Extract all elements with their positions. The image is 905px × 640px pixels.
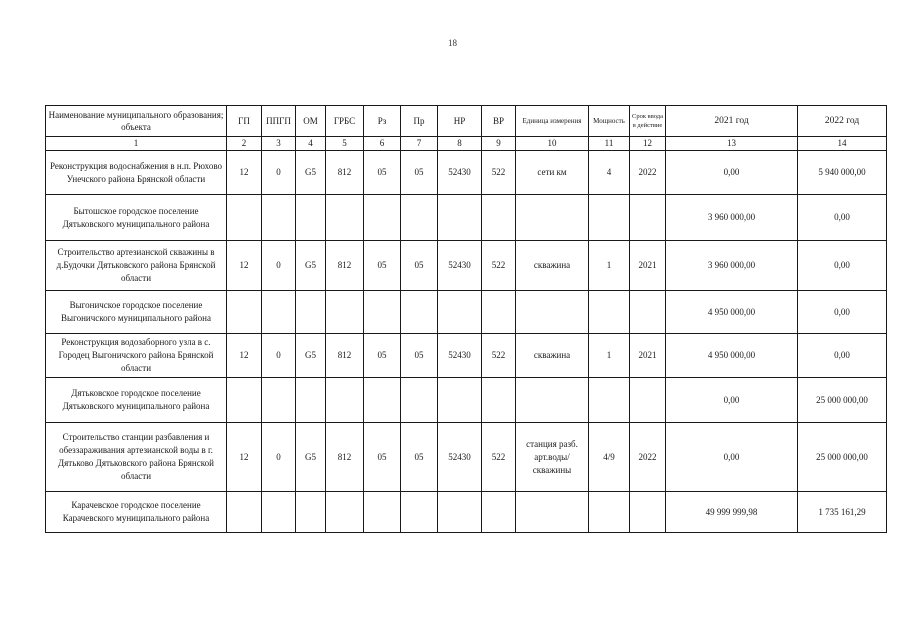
cell-grbs — [326, 492, 364, 533]
column-number-row — [46, 137, 887, 151]
cell-unit — [516, 378, 589, 423]
cell-om — [296, 492, 326, 533]
column-number: 10 — [516, 137, 589, 151]
cell-unit: станция разб. арт.воды/скважины — [516, 423, 589, 492]
cell-unit — [516, 492, 589, 533]
cell-grbs: 812 — [326, 151, 364, 195]
header-term: Срок ввода в действие — [630, 106, 666, 137]
cell-pr — [401, 291, 438, 334]
column-number: 9 — [482, 137, 516, 151]
object-name: Карачевское городское поселение Карачевского муниципального района — [46, 492, 227, 533]
cell-2022: 25 000 000,00 — [798, 378, 887, 423]
cell-vr — [482, 291, 516, 334]
header-rz: Рз — [364, 106, 401, 137]
cell-vr — [482, 492, 516, 533]
object-name: Реконструкция водозаборного узла в с. Городец Выгоничского района Брянской области — [46, 334, 227, 378]
cell-power: 4 — [589, 151, 630, 195]
cell-pr: 05 — [401, 423, 438, 492]
cell-om — [296, 291, 326, 334]
cell-gp — [227, 378, 262, 423]
cell-unit — [516, 195, 589, 241]
cell-gp — [227, 195, 262, 241]
header-ppgp: ППГП — [262, 106, 296, 137]
cell-vr: 522 — [482, 151, 516, 195]
cell-rz — [364, 195, 401, 241]
cell-gp: 12 — [227, 151, 262, 195]
table-row — [46, 291, 887, 334]
cell-vr: 522 — [482, 423, 516, 492]
cell-ppgp: 0 — [262, 151, 296, 195]
cell-om — [296, 378, 326, 423]
cell-grbs — [326, 378, 364, 423]
table-row — [46, 378, 887, 423]
cell-term: 2022 — [630, 423, 666, 492]
cell-term: 2021 — [630, 334, 666, 378]
cell-grbs: 812 — [326, 334, 364, 378]
table-row — [46, 492, 887, 533]
cell-pr: 05 — [401, 241, 438, 291]
cell-rz: 05 — [364, 151, 401, 195]
cell-2022: 25 000 000,00 — [798, 423, 887, 492]
cell-np: 52430 — [438, 423, 482, 492]
cell-np — [438, 378, 482, 423]
cell-2021: 3 960 000,00 — [666, 195, 798, 241]
object-name: Строительство артезианской скважины в д.Будочки Дятьковского района Брянской области — [46, 241, 227, 291]
column-number: 1 — [46, 137, 227, 151]
cell-pr — [401, 195, 438, 241]
header-power: Мощность — [589, 106, 630, 137]
cell-vr: 522 — [482, 334, 516, 378]
header-unit: Единица измерения — [516, 106, 589, 137]
cell-rz — [364, 378, 401, 423]
cell-power — [589, 378, 630, 423]
cell-term — [630, 291, 666, 334]
cell-vr — [482, 195, 516, 241]
column-number: 7 — [401, 137, 438, 151]
column-number: 14 — [798, 137, 887, 151]
cell-unit — [516, 291, 589, 334]
cell-grbs: 812 — [326, 241, 364, 291]
header-grbs: ГРБС — [326, 106, 364, 137]
cell-rz: 05 — [364, 334, 401, 378]
header-name: Наименование муниципального образования; объекта — [46, 106, 227, 137]
cell-pr: 05 — [401, 151, 438, 195]
cell-2022: 0,00 — [798, 195, 887, 241]
cell-gp: 12 — [227, 334, 262, 378]
cell-np — [438, 291, 482, 334]
cell-om — [296, 195, 326, 241]
header-vr: ВР — [482, 106, 516, 137]
cell-om: G5 — [296, 151, 326, 195]
cell-term — [630, 378, 666, 423]
cell-vr — [482, 378, 516, 423]
cell-power — [589, 492, 630, 533]
page-number: 18 — [448, 38, 457, 48]
table-row — [46, 195, 887, 241]
header-2021: 2021 год — [666, 106, 798, 137]
object-name: Реконструкция водоснабжения в н.п. Рюхово Унечского района Брянской области — [46, 151, 227, 195]
cell-power: 1 — [589, 241, 630, 291]
header-pr: Пр — [401, 106, 438, 137]
cell-vr: 522 — [482, 241, 516, 291]
cell-ppgp — [262, 492, 296, 533]
budget-table — [45, 105, 887, 533]
column-number: 6 — [364, 137, 401, 151]
cell-rz — [364, 291, 401, 334]
header-gp: ГП — [227, 106, 262, 137]
cell-om: G5 — [296, 334, 326, 378]
cell-2021: 3 960 000,00 — [666, 241, 798, 291]
column-number: 2 — [227, 137, 262, 151]
cell-rz: 05 — [364, 241, 401, 291]
cell-ppgp — [262, 195, 296, 241]
cell-2022: 0,00 — [798, 334, 887, 378]
cell-term — [630, 195, 666, 241]
cell-np: 52430 — [438, 334, 482, 378]
cell-2021: 4 950 000,00 — [666, 291, 798, 334]
cell-term — [630, 492, 666, 533]
cell-ppgp: 0 — [262, 241, 296, 291]
column-number: 12 — [630, 137, 666, 151]
cell-grbs — [326, 195, 364, 241]
cell-2021: 49 999 999,98 — [666, 492, 798, 533]
cell-np: 52430 — [438, 151, 482, 195]
cell-unit: скважина — [516, 241, 589, 291]
cell-unit: скважина — [516, 334, 589, 378]
object-name: Дятьковское городское поселение Дятьковского муниципального района — [46, 378, 227, 423]
cell-pr: 05 — [401, 334, 438, 378]
cell-power — [589, 195, 630, 241]
cell-om: G5 — [296, 423, 326, 492]
column-number: 8 — [438, 137, 482, 151]
header-2022: 2022 год — [798, 106, 887, 137]
header-om: ОМ — [296, 106, 326, 137]
cell-pr — [401, 492, 438, 533]
cell-grbs: 812 — [326, 423, 364, 492]
column-number: 13 — [666, 137, 798, 151]
table-row — [46, 334, 887, 378]
cell-power: 1 — [589, 334, 630, 378]
cell-ppgp: 0 — [262, 334, 296, 378]
cell-term: 2022 — [630, 151, 666, 195]
table-row — [46, 423, 887, 492]
object-name: Бытошское городское поселение Дятьковского муниципального района — [46, 195, 227, 241]
cell-unit: сети км — [516, 151, 589, 195]
cell-2022: 0,00 — [798, 241, 887, 291]
column-number: 11 — [589, 137, 630, 151]
cell-2022: 0,00 — [798, 291, 887, 334]
column-number: 3 — [262, 137, 296, 151]
cell-2021: 0,00 — [666, 151, 798, 195]
cell-ppgp — [262, 378, 296, 423]
cell-gp — [227, 492, 262, 533]
cell-power — [589, 291, 630, 334]
cell-rz: 05 — [364, 423, 401, 492]
header-np: НР — [438, 106, 482, 137]
cell-gp — [227, 291, 262, 334]
cell-ppgp — [262, 291, 296, 334]
cell-term: 2021 — [630, 241, 666, 291]
cell-power: 4/9 — [589, 423, 630, 492]
object-name: Строительство станции разбавления и обеззараживания артезианской воды в г. Дятьково Дятьковского района Брянской области — [46, 423, 227, 492]
cell-pr — [401, 378, 438, 423]
cell-rz — [364, 492, 401, 533]
column-number: 4 — [296, 137, 326, 151]
cell-np: 52430 — [438, 241, 482, 291]
cell-om: G5 — [296, 241, 326, 291]
cell-2021: 0,00 — [666, 378, 798, 423]
cell-gp: 12 — [227, 423, 262, 492]
table-row — [46, 241, 887, 291]
cell-2021: 0,00 — [666, 423, 798, 492]
cell-gp: 12 — [227, 241, 262, 291]
cell-2021: 4 950 000,00 — [666, 334, 798, 378]
cell-ppgp: 0 — [262, 423, 296, 492]
cell-2022: 5 940 000,00 — [798, 151, 887, 195]
object-name: Выгоничское городское поселение Выгоничского муниципального района — [46, 291, 227, 334]
cell-2022: 1 735 161,29 — [798, 492, 887, 533]
column-number: 5 — [326, 137, 364, 151]
cell-np — [438, 195, 482, 241]
cell-np — [438, 492, 482, 533]
table-row — [46, 151, 887, 195]
header-row — [46, 106, 887, 137]
cell-grbs — [326, 291, 364, 334]
